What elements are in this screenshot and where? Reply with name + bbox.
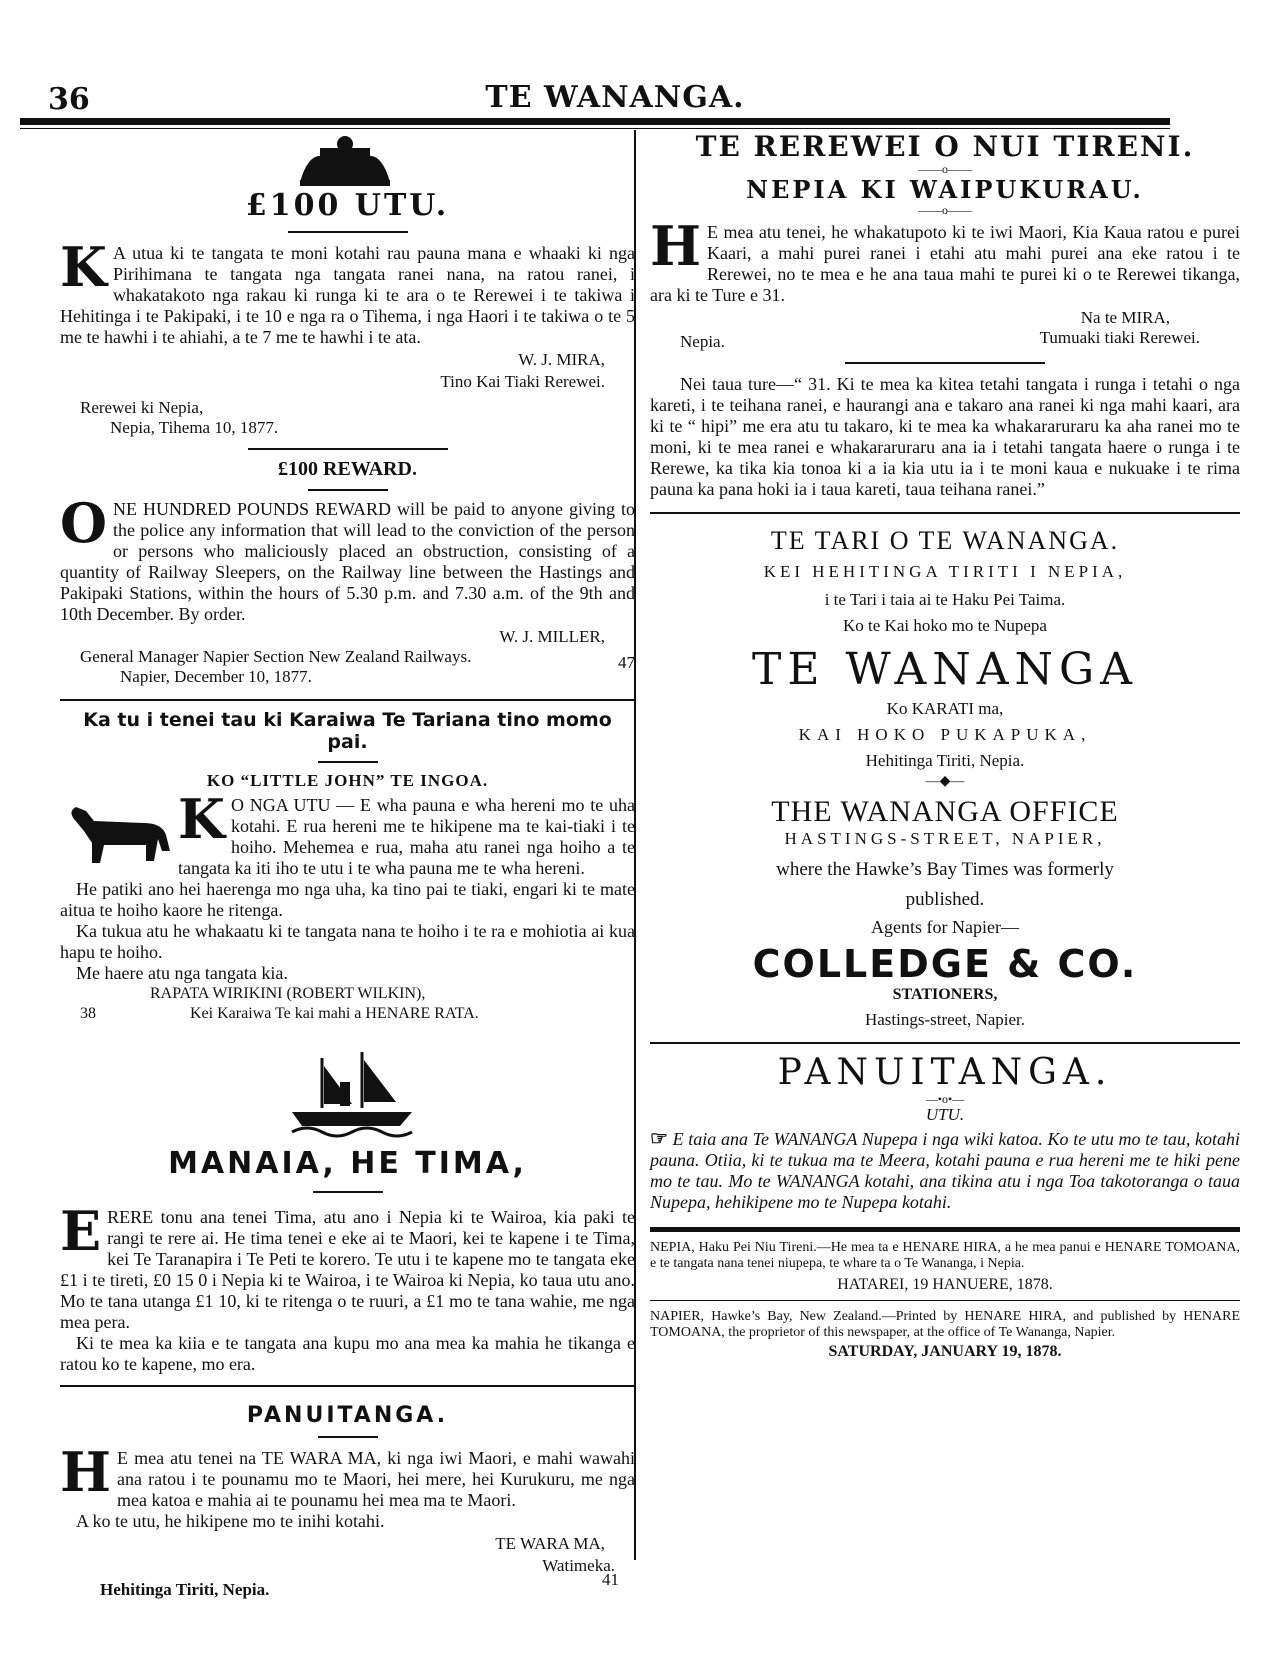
signature-name: TE WARA MA, xyxy=(495,1534,605,1553)
signature-date: Napier, December 10, 1877. xyxy=(120,667,312,686)
divider xyxy=(248,448,448,450)
signature-title xyxy=(80,647,635,672)
divider xyxy=(318,761,378,763)
office-english-line-2: where the Hawke’s Bay Times was formerly xyxy=(776,859,1114,880)
office-english-line-4: Agents for Napier— xyxy=(871,917,1019,937)
ornament-divider: —◆— xyxy=(925,774,965,789)
office-line-6: Hehitinga Tiriti, Nepia. xyxy=(865,751,1025,770)
signature-name: W. J. MIRA, xyxy=(518,350,605,369)
divider xyxy=(313,1191,383,1193)
panui-title: PANUITANGA. xyxy=(246,1403,449,1428)
office-english-line-5: STATIONERS, xyxy=(892,986,998,1003)
office-line-4: Ko KARATI ma, xyxy=(886,699,1004,718)
pointing-hand-icon: ☞ xyxy=(650,1128,668,1150)
reward-maori-title: £100 UTU. xyxy=(245,188,450,223)
horse-icon xyxy=(64,801,172,867)
horse-body-3: Ka tukua atu he whakaatu ki te tangata nana te hoiho i te ra e mohiotia ai kua hapu te hoiho. xyxy=(60,921,635,962)
notice-text: E taia ana Te WANANGA Nupepa i nga wiki katoa. Ko te utu mo te tau, kotahi pauna. Otiia, ki te tukua ma te Meera, kotahi pauna e rua hereni me te hiki pene mo te tau. Mo te WANANGA kotahi, ana tikina atu i nga Toa takotoranga o taua Nupepa, hehikipene mo te Nupepa kotahi. xyxy=(650,1129,1241,1212)
signature-title: Tino Kai Tiaki Rerewei. xyxy=(440,372,605,391)
reward-english-title: £100 REWARD. xyxy=(278,458,417,480)
railway-text: E mea atu tenei, he whakatupoto ki te iwi Maori, Kia Kaua ratou e purei Kaari, a mahi purei ranei i etahi atu mahi purei ana eke ratou i te Rerewei, no te mea e he ana taua mahi te purei ki o te Rerewei tikanga, ara ki te Ture e 31. xyxy=(650,222,1240,305)
panui-ad xyxy=(60,1403,635,1600)
panui-body-2: A ko te utu, he hikipene mo te inihi kotahi. xyxy=(76,1511,385,1531)
signature-line xyxy=(650,328,1240,350)
horse-title: Ka tu i tenei tau ki Karaiwa Te Tariana tino momo pai. xyxy=(83,709,612,753)
header-rule-thin xyxy=(20,128,1170,129)
dropcap: K xyxy=(60,235,107,299)
railway-place: Nepia. xyxy=(680,332,725,351)
signature-name: W. J. MILLER, xyxy=(499,627,605,646)
dropcap: E xyxy=(60,1199,102,1263)
office-english-line-3: published. xyxy=(905,889,985,910)
dropcap: H xyxy=(60,1440,112,1504)
ad-ref-number: 38 xyxy=(80,1005,96,1022)
ornament-divider: —•o•— xyxy=(925,1092,965,1106)
signature-title xyxy=(80,1004,635,1024)
imprint-english-date: SATURDAY, JANUARY 19, 1878. xyxy=(828,1343,1062,1360)
panui-place xyxy=(100,1570,635,1600)
office-english-line-6: Hastings-street, Napier. xyxy=(864,1010,1026,1029)
royal-crest-icon xyxy=(60,130,635,186)
divider xyxy=(60,699,635,701)
panui-place-text: Hehitinga Tiriti, Nepia. xyxy=(100,1580,270,1599)
ornament-divider: ——o—— xyxy=(918,203,972,217)
ad-ref-number: 41 xyxy=(602,1570,619,1589)
ship-body xyxy=(60,1199,635,1333)
ship-ad xyxy=(60,1048,635,1375)
horse-body-2: He patiki ano hei haerenga mo nga uha, ka tino pai te tiaki, engari ki te mate aitua te hoiho kaore he ritenga. xyxy=(60,879,635,920)
railway-title: TE REREWEI O NUI TIRENI. xyxy=(695,130,1195,163)
dropcap: H xyxy=(650,214,702,278)
reward-date: Nepia, Tihema 10, 1877. xyxy=(110,418,279,437)
imprint xyxy=(650,1240,1240,1361)
horse-body-4: Me haere atu nga tangata kia. xyxy=(76,963,288,983)
office-ad xyxy=(650,526,1240,1030)
divider xyxy=(650,1227,1240,1232)
horse-text: O NGA UTU — E wha pauna e wha hereni mo te uha kotahi. E rua hereni me te hikipene ma te kai-tiaki i te hoiho. Mehemea e rua, maha atu ranei nga hoiho a te tangata ka iti iho te utu i te wha pauna me te wha hereni. xyxy=(178,795,635,878)
ad-ref-number: 47 xyxy=(618,653,635,672)
divider xyxy=(845,362,1045,364)
railway-body xyxy=(650,214,1240,306)
header-rule-thick xyxy=(20,118,1170,125)
divider xyxy=(650,1042,1240,1044)
panui-body xyxy=(60,1440,635,1511)
horse-ad xyxy=(60,709,635,1024)
office-english-title: THE WANANGA OFFICE xyxy=(771,795,1119,828)
railway-notice xyxy=(650,130,1240,500)
reward-english-text: NE HUNDRED POUNDS REWARD will be paid to anyone giving to the police any information that will lead to the conviction of the person or persons who maliciously placed an obstruction, consisting of a quantity of Railway Sleepers, on the Railway line between the Hastings and Pakipaki Stations, within the hours of 5.30 p.m. and 7.30 a.m. of the 9th and 10th December. By order. xyxy=(60,499,635,624)
signature-title: Tumuaki tiaki Rerewei. xyxy=(1039,328,1200,347)
panui-text: E mea atu tenei na TE WARA MA, ki nga iwi Maori, e mahi wawahi ana ratou i te pounamu mo te Maori, hei mere, hei Kurukuru, me nga mea katoa e mahia ai te pounamu hei mea ma te Maori. xyxy=(117,1448,635,1510)
notice-body xyxy=(650,1129,1240,1213)
right-column xyxy=(650,130,1240,1361)
railway-rule-text: Nei taua ture—“ 31. Ki te mea ka kitea tetahi tangata i runga i tetahi o nga kareti, i te teihana ranei, e haurangi ana e takaro ana ranei ki nga mahi kaari, ara ki te “ hipi” me era atu tu takaro, ki te mea ka whakararuraru ka aha ranei mo te moni, ki te mea ranei e whakararuraru ana ia i tetahi tangata haere o runga i te Rerewe, ka tika kia tonoa ki a ia kia utu ia i te moni kaua e nukuake i te rima pauna ka pana hoki ia i taua kareti, taua teihana ranei.” xyxy=(650,374,1240,499)
signature-name: Na te MIRA, xyxy=(1080,308,1170,327)
masthead: TE WANANGA. xyxy=(485,80,745,115)
office-title: TE TARI O TE WANANGA. xyxy=(770,526,1120,555)
steamship-icon xyxy=(60,1048,635,1140)
divider xyxy=(650,512,1240,514)
imprint-maori: NEPIA, Haku Pei Niu Tireni.—He mea ta e HENARE HIRA, a he mea panui e HENARE TOMOANA, e te tangata nana tenei niupepa, te whare ta o Te Wananga, i Nepia. xyxy=(650,1240,1240,1271)
agent-name: COLLEDGE & CO. xyxy=(752,942,1138,986)
office-line-1: KEI HEHITINGA TIRITI I NEPIA, xyxy=(763,562,1127,581)
reward-maori xyxy=(60,130,635,438)
reward-place: Rerewei ki Nepia, xyxy=(80,398,204,417)
office-line-5: KAI HOKO PUKAPUKA, xyxy=(798,725,1092,744)
dropcap: K xyxy=(178,787,225,851)
signature-title-text: Kei Karaiwa Te kai mahi a HENARE RATA. xyxy=(190,1005,479,1022)
subscription-notice xyxy=(650,1052,1240,1213)
ornament-divider: ——o—— xyxy=(918,162,972,176)
ship-body-2: Ki te mea ka kiia e te tangata ana kupu mo ana mea ka mahia he tikanga e ratou ko te kapene, mo era. xyxy=(60,1333,635,1374)
signature-name: RAPATA WIRIKINI (ROBERT WILKIN), xyxy=(150,985,426,1002)
reward-english xyxy=(60,458,635,687)
notice-subtitle: UTU. xyxy=(925,1105,965,1124)
office-big-title: TE WANANGA xyxy=(752,644,1138,695)
reward-english-body xyxy=(60,491,635,625)
page-number: 36 xyxy=(48,82,90,117)
reward-maori-text: A utua ki te tangata te moni kotahi rau pauna mana e whaaki ki nga Pirihimana te tangata nga tangata ranei nana, na ratou ranei, i whakatakoto nga rakau ki runga ki te ara o te Rerewei i te takiwa i Hehitinga i te Pakipaki, i te 10 e nga ra o Tihema, i nga Haori i te takiwa o te 5 me te hawhi i te ahiahi, a te 7 me te hawhi i te ata. xyxy=(60,243,635,347)
divider xyxy=(318,1436,378,1438)
signature-title: Watimeka. xyxy=(542,1556,615,1575)
office-english-line-1: HASTINGS-STREET, NAPIER, xyxy=(784,829,1106,848)
divider xyxy=(650,1300,1240,1301)
ship-title: MANAIA, HE TIMA, xyxy=(168,1146,527,1181)
signature-title-text: General Manager Napier Section New Zealand Railways. xyxy=(80,647,472,666)
ship-text: RERE tonu ana tenei Tima, atu ano i Nepia ki te Wairoa, kia paki te rangi te rere ai. He tima tenei e eke ai te Maori, kei te kapene i te Tima, kei Te Taranapira i Te Peti te korero. Te utu i te kapene mo te tangata eke £1 i te tireti, £0 15 0 i Nepia ki te Wairoa, i te Wairoa ki Nepia, ko taua utu ano. Mo te tana utanga £1 10, ki te ritenga o te ruuri, a £1 mo te tana wahie, me nga mea pera. xyxy=(60,1207,635,1332)
railway-subtitle: NEPIA KI WAIPUKURAU. xyxy=(746,175,1144,204)
left-column xyxy=(60,130,635,1600)
horse-subtitle: KO “LITTLE JOHN” TE INGOA. xyxy=(206,771,489,790)
office-line-3: Ko te Kai hoko mo te Nupepa xyxy=(843,616,1047,635)
reward-maori-body xyxy=(60,235,635,348)
imprint-maori-date: HATAREI, 19 HANUERE, 1878. xyxy=(837,1276,1053,1293)
office-line-2: i te Tari i taia ai te Haku Pei Taima. xyxy=(824,590,1066,609)
divider xyxy=(60,1385,635,1387)
imprint-english: NAPIER, Hawke’s Bay, New Zealand.—Printed by HENARE HIRA, and published by HENARE TOMOANA, the proprietor of this newspaper, at the office of Te Wananga, Napier. xyxy=(650,1309,1240,1340)
divider xyxy=(288,231,408,233)
notice-title: PANUITANGA. xyxy=(777,1052,1113,1093)
divider xyxy=(308,489,388,491)
dropcap: O xyxy=(60,491,108,555)
